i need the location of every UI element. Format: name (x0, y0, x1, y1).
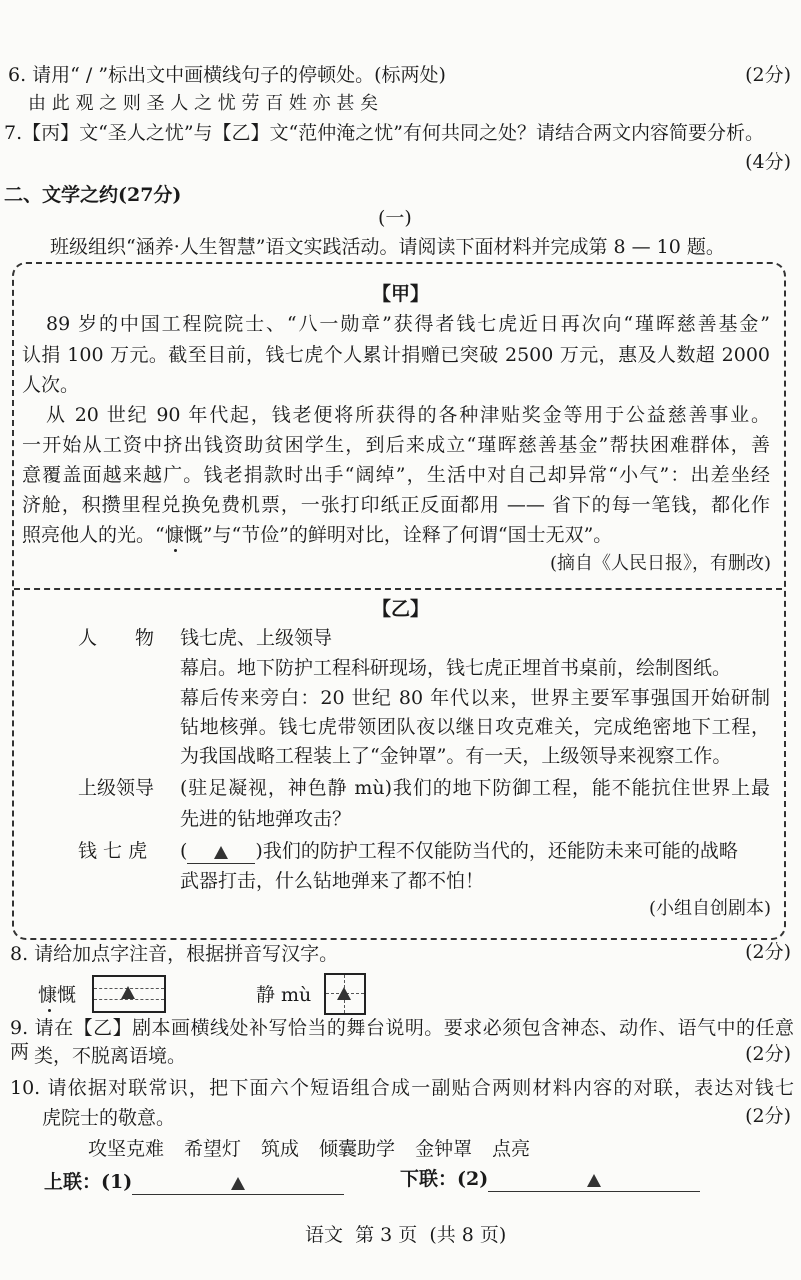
q9-prompt: 9. 请在【乙】剧本画横线处补写恰当的舞台说明。要求必须包含神态、动作、语气中的任意两 (10, 1017, 794, 1063)
triangle-icon (214, 846, 228, 859)
stage-direction: 幕启。地下防护工程科研现场，钱七虎正埋首书桌前，绘制图纸。 (180, 657, 732, 679)
q7-points: (4分) (745, 151, 791, 173)
q8-points: (2分) (745, 941, 791, 963)
qian-line: 武器打击，什么钻地弹来了都不怕！ (180, 870, 485, 892)
jia-line: 意覆盖面越来越广。钱老捐款时出手“阔绰”，生活中对自己却异常“小气”：出差坐经 (22, 464, 770, 486)
section-intro: 班级组织“涵养·人生智慧”语文实践活动。请阅读下面材料并完成第 8 — 10 题。 (50, 236, 725, 258)
lower-couplet (400, 1167, 700, 1192)
stage-direction: 幕后传来旁白：20 世纪 80 年代以来，世界主要军事强国开始研制 (180, 687, 770, 709)
q8-word (38, 983, 76, 1007)
page-footer: 语文 第 3 页 (共 8 页) (305, 1224, 507, 1246)
jia-line: 人次。 (22, 374, 80, 396)
phrase: 金钟罩 (415, 1138, 473, 1160)
jia-line: 从 20 世纪 90 年代起，钱老便将所获得的各种津贴奖金等用于公益慈善事业。 (46, 404, 770, 426)
q9-prompt-cont: 类，不脱离语境。 (34, 1045, 187, 1067)
upper-couplet (44, 1170, 344, 1195)
answer-blank[interactable] (187, 839, 255, 864)
jia-title: 【甲】 (372, 283, 430, 305)
text: 慨”与“节俭”的鲜明对比，诠释了何谓“国士无双”。 (183, 524, 613, 546)
section-title: 二、文学之约(27分) (4, 184, 182, 206)
triangle-icon (587, 1174, 601, 1187)
triangle-icon (337, 987, 351, 1000)
q10-points: (2分) (745, 1105, 791, 1127)
phrase: 点亮 (492, 1138, 531, 1160)
triangle-icon (231, 1177, 245, 1190)
material-divider (14, 588, 782, 590)
jia-line-last (22, 523, 612, 547)
q10-prompt-cont: 虎院士的敬意。 (42, 1107, 176, 1129)
yi-source: (小组自创剧本) (648, 898, 771, 919)
dotted-char: 慷 (38, 984, 58, 1006)
text: ( (180, 840, 188, 862)
leader-line: 先进的钻地弹攻击？ (180, 808, 352, 830)
leader-label: 上级领导 (78, 777, 155, 799)
q6-points: (2分) (745, 64, 791, 86)
q10-phrases (88, 1137, 530, 1161)
stage-direction: 为我国战略工程装上了“金钟罩”。有一天，上级领导来视察工作。 (180, 745, 732, 767)
text: 照亮他人的光。“ (22, 524, 165, 546)
triangle-icon (121, 986, 135, 999)
jia-line: 济舱，积攒里程兑换免费机票，一张打印纸正反面都用 —— 省下的每一笔钱，都化作 (22, 494, 770, 516)
jia-source: (摘自《人民日报》，有删改) (549, 553, 771, 574)
q8-pinyin: 静 mù (256, 984, 312, 1006)
q9-points: (2分) (745, 1043, 791, 1065)
qian-line (180, 839, 738, 864)
q6-prompt: 6. 请用“ / ”标出文中画横线句子的停顿处。(标两处) (8, 64, 446, 86)
q10-prompt: 10. 请依据对联常识，把下面六个短语组合成一副贴合两则材料内容的对联，表达对钱七 (10, 1077, 794, 1099)
text: )我们的防护工程不仅能防当代的，还能防未来可能的战略 (255, 840, 738, 862)
phrase: 攻坚克难 (88, 1138, 165, 1160)
phrase: 倾囊助学 (319, 1138, 396, 1160)
character-answer-box[interactable] (324, 973, 366, 1015)
dotted-char: 慷 (164, 524, 184, 546)
upper-couplet-blank[interactable] (132, 1170, 344, 1195)
leader-line: (驻足凝视，神色静 mù)我们的地下防御工程，能不能抗住世界上最 (180, 777, 770, 799)
text: 慨 (57, 984, 77, 1006)
lower-couplet-blank[interactable] (488, 1167, 700, 1192)
phrase: 筑成 (261, 1138, 300, 1160)
yi-title: 【乙】 (372, 598, 430, 620)
cast: 钱七虎、上级领导 (180, 627, 333, 649)
stage-direction: 钻地核弹。钱七虎带领团队夜以继日攻克难关，完成绝密地下工程， (180, 716, 770, 738)
qian-label: 钱 七 虎 (78, 840, 148, 862)
jia-line: 一开始从工资中挤出钱资助贫困学生，到后来成立“瑾晖慈善基金”帮扶困难群体，善 (22, 434, 770, 456)
q8-prompt: 8. 请给加点字注音，根据拼音写汉字。 (10, 943, 339, 965)
upper-label: 上联：(1) (44, 1171, 133, 1193)
section-sub: (一) (378, 207, 412, 229)
jia-line: 89 岁的中国工程院院士、“八一勋章”获得者钱七虎近日再次向“瑾晖慈善基金” (46, 313, 770, 335)
phrase: 希望灯 (184, 1138, 242, 1160)
lower-label: 下联：(2) (400, 1168, 489, 1190)
cast-label: 人 物 (78, 627, 155, 649)
jia-line: 认捐 100 万元。截至目前，钱七虎个人累计捐赠已突破 2500 万元，惠及人数超 2000 (22, 344, 770, 366)
q7-prompt: 7.【丙】文“圣人之忧”与【乙】文“范仲淹之忧”有何共同之处？请结合两文内容简要分析。 (4, 122, 764, 144)
pinyin-answer-box[interactable] (92, 975, 166, 1013)
q6-sentence: 由 此 观 之 则 圣 人 之 忧 劳 百 姓 亦 甚 矣 (28, 93, 379, 114)
